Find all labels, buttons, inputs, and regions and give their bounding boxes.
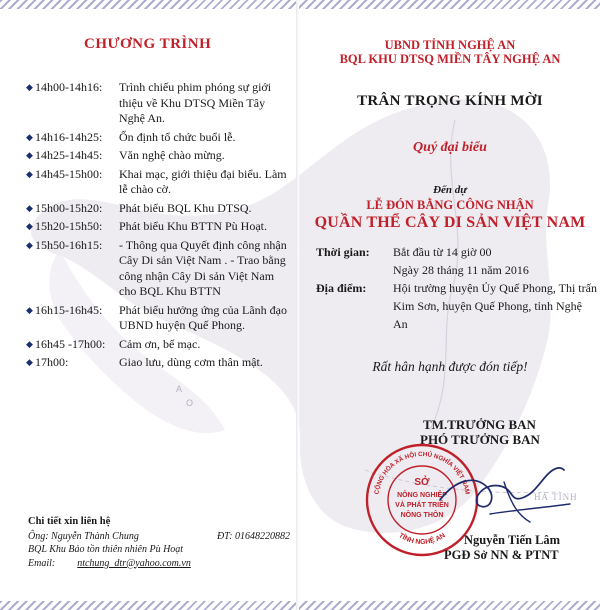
diamond-bullet-icon: ◆ — [26, 239, 33, 250]
schedule-desc: Ổn định tổ chức buổi lễ. — [119, 129, 236, 144]
signer-title: PGĐ Sở NN & PTNT — [444, 548, 559, 562]
stamp-arc-top: CỘNG HÒA XÃ HỘI CHỦ NGHĨA VIỆT NAM — [373, 450, 471, 495]
schedule-desc: Cảm ơn, bế mạc. — [119, 336, 201, 351]
event-title-line-2: QUẦN THỂ CÂY DI SẢN VIỆT NAM — [314, 214, 586, 231]
stamp-center-3: VÀ PHÁT TRIỂN — [395, 502, 449, 509]
stamp-center-2: NÔNG NGHIỆP — [397, 492, 447, 499]
schedule-time: 15h00-15h20: — [35, 200, 103, 215]
diamond-bullet-icon: ◆ — [26, 338, 33, 349]
signer-name: Nguyễn Tiến Lâm — [464, 533, 561, 547]
event-title-line-1: LỄ ĐÓN BẰNG CÔNG NHẬN — [366, 198, 534, 212]
invitation-title: TRÂN TRỌNG KÍNH MỜI — [357, 93, 543, 109]
guest-line: Quý đại biểu — [413, 140, 487, 155]
page-fold — [296, 0, 299, 610]
program-schedule — [26, 80, 296, 374]
diamond-bullet-icon: ◆ — [26, 150, 33, 160]
schedule-time: 17h00: — [35, 355, 69, 369]
schedule-item — [26, 80, 296, 127]
date-row — [316, 261, 598, 279]
date-value: Ngày 28 tháng 11 năm 2016 — [393, 263, 529, 277]
schedule-desc: Trình chiếu phim phóng sự giới thiệu về Khu DTSQ Miền Tây Nghệ An. — [119, 80, 272, 125]
schedule-item — [26, 355, 296, 371]
welcome-line: Rất hân hạnh được đón tiếp! — [372, 359, 528, 374]
schedule-time: 15h50-16h15: — [35, 237, 103, 252]
map-fragment-a: A — [176, 384, 183, 394]
contact-person-row — [28, 530, 290, 544]
map-region-label: HÀ TĨNH — [534, 492, 578, 502]
attend-line: Đến dự — [433, 184, 467, 196]
contact-org-row — [28, 543, 290, 557]
org-line-1: UBND TỈNH NGHỆ AN — [384, 38, 516, 52]
stamp-center-1: SỞ — [414, 477, 430, 488]
contact-email-link[interactable]: ntchung_dtr@yahoo.com.vn — [77, 557, 191, 569]
place-label: Địa điểm: — [316, 281, 367, 295]
stamp-arc-bottom: TỈNH NGHỆ AN — [397, 532, 447, 547]
contact-person: Ông: Nguyễn Thành Chung — [28, 530, 139, 542]
program-title: CHƯƠNG TRÌNH — [84, 36, 212, 52]
stamp-center-4: NÔNG THÔN — [400, 512, 444, 519]
schedule-time: 16h15-16h45: — [35, 302, 103, 317]
schedule-time: 14h16-14h25: — [35, 129, 103, 144]
diamond-bullet-icon: ◆ — [26, 221, 33, 231]
contact-block — [28, 515, 290, 570]
contact-email-row — [28, 557, 290, 571]
schedule-desc: - Thông qua Quyết định công nhận Cây Di sản Việt Nam . - Trao bằng công nhận Cây Di sản Việt Nam cho BQL Khu BTTN — [119, 237, 287, 298]
contact-phone: ĐT: 01648220882 — [216, 530, 290, 542]
time-value: Bắt đầu từ 14 giờ 00 — [393, 245, 492, 259]
contact-heading: Chi tiết xin liên hệ — [28, 516, 111, 527]
right-page — [300, 0, 600, 610]
diamond-bullet-icon: ◆ — [26, 304, 33, 315]
schedule-desc: Phát biểu hưởng ứng của Lãnh đạo UBND huyện Quế Phong. — [119, 302, 287, 332]
place-row — [316, 279, 598, 333]
schedule-item — [26, 201, 296, 217]
time-label: Thời gian: — [316, 245, 370, 259]
org-line-2: BQL KHU DTSQ MIỀN TÂY NGHỆ AN — [339, 52, 561, 66]
schedule-item — [26, 130, 296, 146]
left-page — [0, 0, 296, 610]
signer-position-2: PHÓ TRƯỞNG BAN — [420, 432, 540, 447]
schedule-time: 15h20-15h50: — [35, 219, 103, 233]
diamond-bullet-icon: ◆ — [26, 357, 33, 367]
schedule-desc: Phát biểu BQL Khu DTSQ. — [119, 200, 252, 215]
event-details — [316, 243, 598, 333]
schedule-item — [26, 238, 296, 300]
schedule-time: 16h45 -17h00: — [35, 336, 106, 351]
schedule-time: 14h00-14h16: — [35, 80, 103, 94]
diamond-bullet-icon: ◆ — [26, 202, 33, 213]
diamond-bullet-icon: ◆ — [26, 82, 33, 92]
handwritten-signature — [430, 452, 580, 532]
diamond-bullet-icon: ◆ — [26, 131, 33, 142]
schedule-item — [26, 148, 296, 164]
schedule-item — [26, 303, 296, 334]
map-fragment-o: O — [186, 398, 194, 408]
schedule-item — [26, 219, 296, 235]
schedule-time: 14h45-15h00: — [35, 166, 103, 181]
schedule-desc: Văn nghệ chào mừng. — [119, 148, 225, 162]
schedule-desc: Phát biểu Khu BTTN Pù Hoạt. — [119, 219, 267, 233]
time-row — [316, 243, 598, 261]
place-value: Hội trường huyện Ủy Quế Phong, Thị trấn Kim Sơn, huyện Quế Phong, tỉnh Nghệ An — [393, 281, 597, 331]
schedule-desc: Khai mạc, giới thiệu đại biểu. Làm lễ chào cờ. — [119, 166, 287, 196]
schedule-time: 14h25-14h45: — [35, 148, 103, 162]
diamond-bullet-icon: ◆ — [26, 168, 33, 179]
signer-position-1: TM.TRƯỞNG BAN — [423, 417, 536, 432]
contact-email-label: Email: — [28, 557, 56, 569]
schedule-desc: Giao lưu, dùng cơm thân mật. — [119, 355, 263, 369]
schedule-item — [26, 337, 296, 353]
contact-org: BQL Khu Bảo tồn thiên nhiên Pù Hoạt — [28, 544, 184, 555]
schedule-item — [26, 167, 296, 198]
